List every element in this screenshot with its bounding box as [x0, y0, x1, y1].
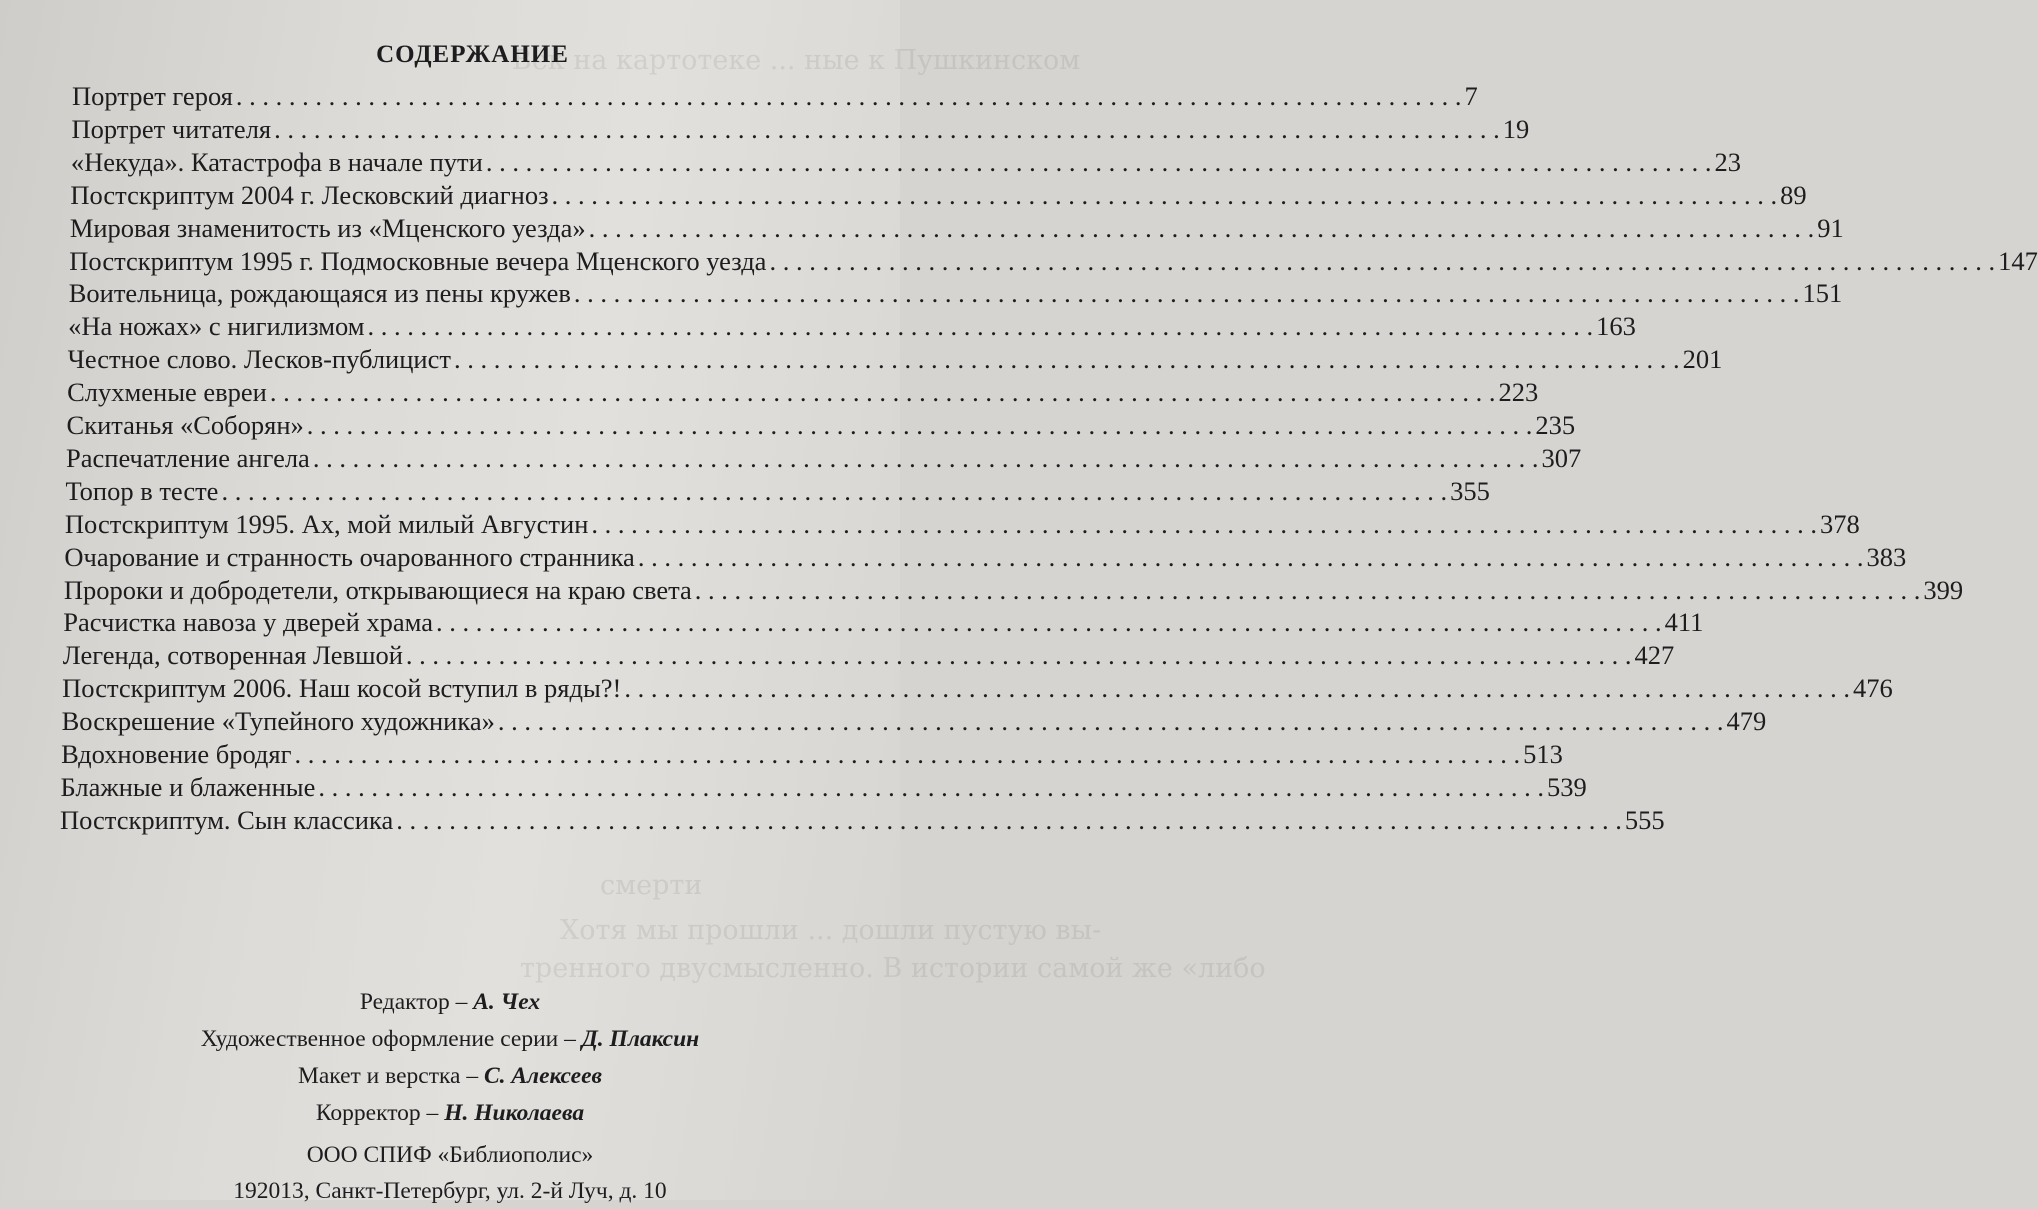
toc-entry	[66, 408, 1576, 442]
toc-leader-dots	[486, 145, 1712, 179]
toc-leader-dots	[589, 211, 1815, 245]
toc-entry-page: 235	[1535, 410, 1576, 440]
toc-entry-page: 411	[1664, 607, 1704, 638]
toc-entry	[67, 375, 1539, 409]
toc-leader-dots	[638, 540, 1864, 574]
toc-entry-title: Постскриптум 1995. Ах, мой милый Августин	[64, 508, 589, 539]
toc-entry-title: Вдохновение бродяг	[61, 739, 292, 769]
credits-block	[0, 984, 900, 1132]
toc-entry-page: 151	[1802, 278, 1843, 309]
toc-entry-page: 163	[1596, 311, 1636, 342]
publisher-block	[0, 1137, 900, 1209]
toc-entry	[67, 342, 1723, 376]
toc-entry-page: 19	[1502, 113, 1530, 144]
toc-leader-dots	[294, 737, 1520, 771]
toc-title: СОДЕРЖАНИЕ	[376, 41, 569, 68]
toc-entry-page: 355	[1450, 475, 1490, 506]
toc-entry-title: Воскрешение «Тупейного художника»	[61, 706, 495, 737]
toc-leader-dots	[307, 408, 1533, 442]
toc-entry	[66, 441, 1582, 475]
toc-entry-title: Постскриптум 2006. Наш косой вступил в ряды?!	[62, 673, 622, 704]
toc-entry-title: Топор в тесте	[65, 475, 219, 506]
toc-leader-dots	[624, 671, 1850, 705]
credit-layout: Макет и верстка – С. Алексеев	[297, 1063, 603, 1089]
toc-entry-title: «Некуда». Катастрофа в начале пути	[70, 146, 483, 177]
toc-leader-dots	[498, 704, 1724, 738]
toc-leader-dots	[574, 276, 1800, 310]
toc-leader-dots	[318, 770, 1544, 804]
toc-leader-dots	[769, 244, 1995, 278]
toc-entry-page: 147	[1998, 245, 2038, 276]
toc-entry-page: 479	[1726, 706, 1767, 737]
toc-entry-title: «На ножах» с нигилизмом	[68, 311, 365, 342]
toc-entry-title: Скитанья «Соборян»	[66, 410, 304, 440]
toc-entry	[65, 474, 1490, 508]
toc-entry	[64, 507, 1860, 541]
toc-entry-page: 223	[1498, 377, 1539, 408]
toc-entry-title: Мировая знаменитость из «Мценского уезда»	[69, 212, 586, 243]
toc-entry-page: 476	[1853, 673, 1893, 704]
toc-leader-dots	[454, 342, 1680, 376]
bleed-through-text: Век на картотеке ... ные к Пушкинском	[512, 45, 1081, 76]
credit-design: Художественное оформление серии – Д. Плаксин	[200, 1026, 700, 1052]
credit-editor: Редактор – А. Чех	[359, 989, 541, 1015]
toc-entry	[61, 704, 1767, 738]
toc-entry	[72, 79, 1478, 113]
toc-leader-dots	[274, 112, 1500, 146]
toc-entry-page: 539	[1546, 771, 1587, 802]
toc-leader-dots	[236, 79, 1462, 113]
toc-entry	[70, 145, 1741, 179]
toc-entry-page: 399	[1923, 574, 1964, 605]
toc-leader-dots	[313, 441, 1539, 475]
toc-entry-page: 307	[1541, 442, 1582, 473]
toc-entry	[68, 309, 1636, 343]
toc-entry-page: 89	[1780, 179, 1807, 210]
toc-leader-dots	[221, 474, 1447, 508]
publisher-name: ООО СПИФ «Библиополис»	[306, 1142, 594, 1168]
toc-entry	[61, 737, 1563, 771]
toc-entry-title: Портрет читателя	[71, 113, 272, 144]
toc-entry	[70, 178, 1807, 212]
bleed-through-text: Хотя мы прошли ... дошли пустую вы-	[560, 915, 1102, 946]
toc-leader-dots	[695, 573, 1921, 607]
toc-entry	[62, 671, 1893, 705]
toc-entry-page: 201	[1682, 344, 1723, 375]
toc-entry-title: Портрет героя	[72, 81, 233, 111]
bleed-through-text: смерти	[600, 870, 703, 901]
toc-entry	[69, 211, 1844, 245]
toc-entry	[63, 573, 1964, 607]
toc-entry-title: Постскриптум 1995 г. Подмосковные вечера Мценского уезда	[69, 245, 767, 276]
toc-entry-title: Блажные и блаженные	[60, 771, 316, 802]
toc-entry-title: Честное слово. Лесков-публицист	[67, 344, 451, 375]
toc-leader-dots	[396, 803, 1622, 837]
toc-entry-page: 23	[1714, 146, 1741, 177]
toc-entry-page: 378	[1820, 508, 1860, 539]
toc-leader-dots	[270, 375, 1496, 409]
toc-entry	[71, 112, 1530, 146]
toc-entry-title: Постскриптум. Сын классика	[60, 804, 394, 835]
toc-entry-title: Очарование и странность очарованного странника	[64, 541, 635, 572]
bleed-through-text: тренного двусмысленно. В истории самой же «либо	[520, 953, 1266, 984]
toc-entry	[68, 276, 1843, 310]
toc-entry-title: Расчистка навоза у дверей храма	[63, 607, 433, 638]
toc-leader-dots	[368, 309, 1594, 343]
toc-entry-title: Легенда, сотворенная Левшой	[62, 640, 403, 671]
toc-leader-dots	[406, 638, 1632, 672]
toc-entry-page: 91	[1817, 212, 1844, 243]
toc-entry-page: 383	[1866, 541, 1907, 572]
publisher-address: 192013, Санкт-Петербург, ул. 2-й Луч, д. 10	[233, 1178, 667, 1204]
toc-leader-dots	[591, 507, 1817, 541]
toc-entry	[63, 605, 1704, 639]
toc-entry-page: 427	[1634, 640, 1675, 671]
toc-entry-title: Воительница, рождающаяся из пены кружев	[68, 278, 571, 309]
toc-entry-title: Слухменые евреи	[67, 377, 267, 408]
toc-entry	[69, 244, 2038, 278]
toc-entry	[64, 540, 1907, 574]
toc-entry	[62, 638, 1675, 672]
credit-proofreader: Корректор – Н. Николаева	[315, 1100, 585, 1126]
toc-entry	[60, 770, 1587, 804]
toc-entry-title: Распечатление ангела	[66, 442, 310, 473]
toc-leader-dots	[552, 178, 1778, 212]
toc-leader-dots	[436, 605, 1662, 639]
toc-entry-page: 7	[1464, 81, 1478, 111]
toc-entry-title: Постскриптум 2004 г. Лесковский диагноз	[70, 179, 549, 210]
toc-entry-title: Пророки и добродетели, открывающиеся на краю света	[63, 574, 692, 605]
toc-entry-page: 513	[1523, 739, 1563, 769]
toc-entry-page: 555	[1624, 804, 1665, 835]
toc-entry	[60, 803, 1665, 837]
